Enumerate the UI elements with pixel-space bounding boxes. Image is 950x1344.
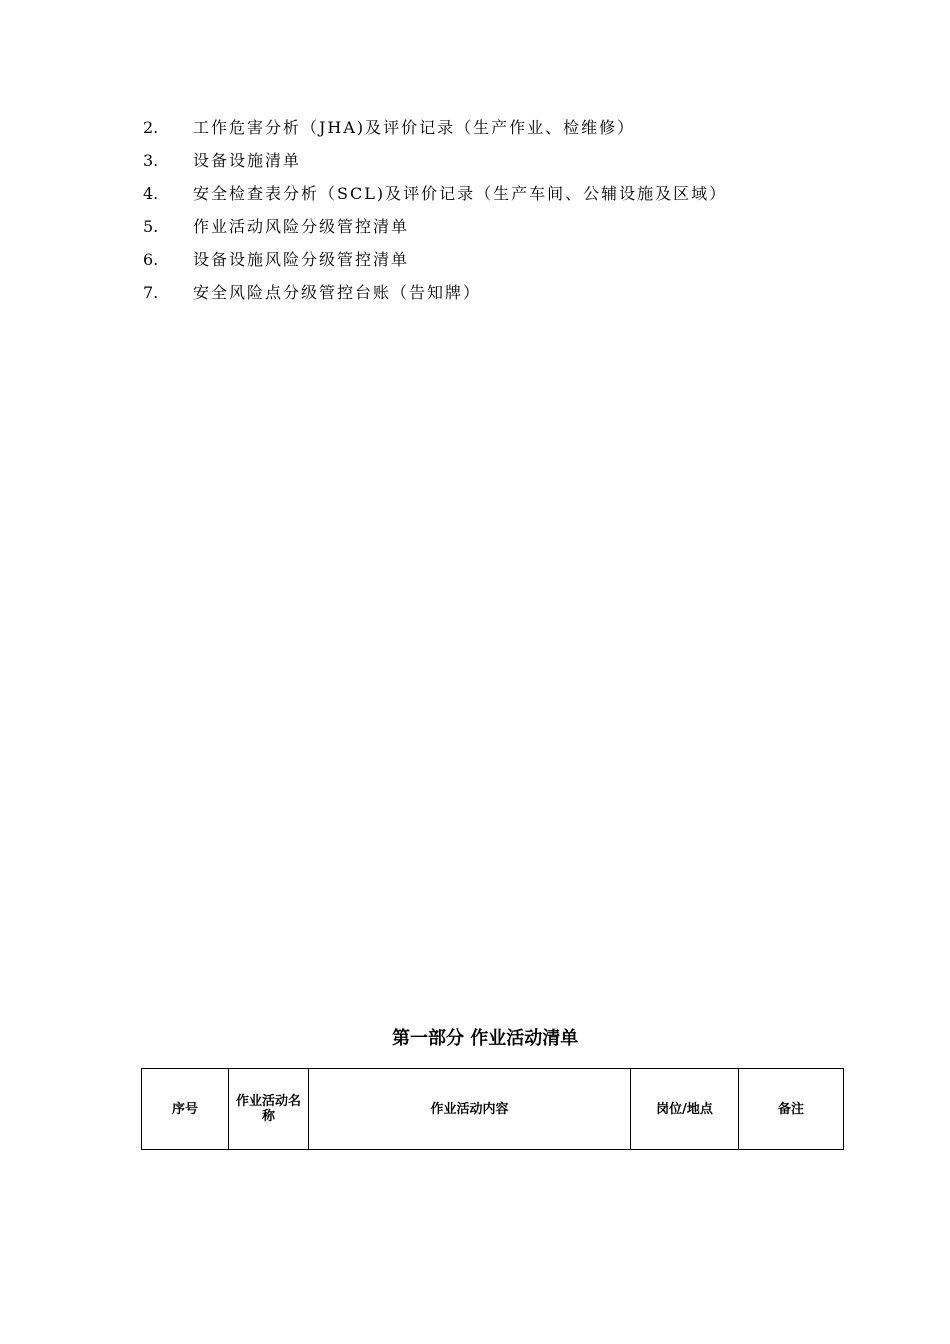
toc-item-number: 5. (143, 217, 159, 236)
toc-list (143, 114, 727, 312)
header-remarks: 备注 (739, 1069, 844, 1150)
activity-table (141, 1068, 844, 1150)
toc-item (143, 213, 727, 246)
toc-item (143, 246, 727, 279)
toc-item (143, 180, 727, 213)
header-serial-number: 序号 (142, 1069, 229, 1150)
toc-item-text: 设备设施清单 (193, 151, 302, 170)
toc-item-text: 工作危害分析（JHA)及评价记录（生产作业、检维修） (193, 118, 636, 137)
toc-item-text: 安全风险点分级管控台账（告知牌） (193, 283, 482, 302)
toc-item-number: 3. (143, 151, 159, 170)
toc-item-text: 设备设施风险分级管控清单 (193, 250, 410, 269)
toc-item-number: 4. (143, 184, 159, 203)
toc-item (143, 114, 727, 147)
toc-item-number: 7. (143, 283, 159, 302)
toc-item-text: 安全检查表分析（SCL)及评价记录（生产车间、公辅设施及区域） (193, 184, 728, 203)
header-activity-name: 作业活动名称 (229, 1069, 309, 1150)
toc-item (143, 279, 727, 312)
toc-item-number: 2. (143, 118, 159, 137)
toc-item-text: 作业活动风险分级管控清单 (193, 217, 410, 236)
section-title-text: 第一部分 作业活动清单 (392, 1028, 579, 1049)
toc-item-number: 6. (143, 250, 159, 269)
table-header-row (142, 1069, 844, 1150)
header-activity-content: 作业活动内容 (309, 1069, 631, 1150)
header-post-location: 岗位/地点 (631, 1069, 739, 1150)
toc-item (143, 147, 727, 180)
